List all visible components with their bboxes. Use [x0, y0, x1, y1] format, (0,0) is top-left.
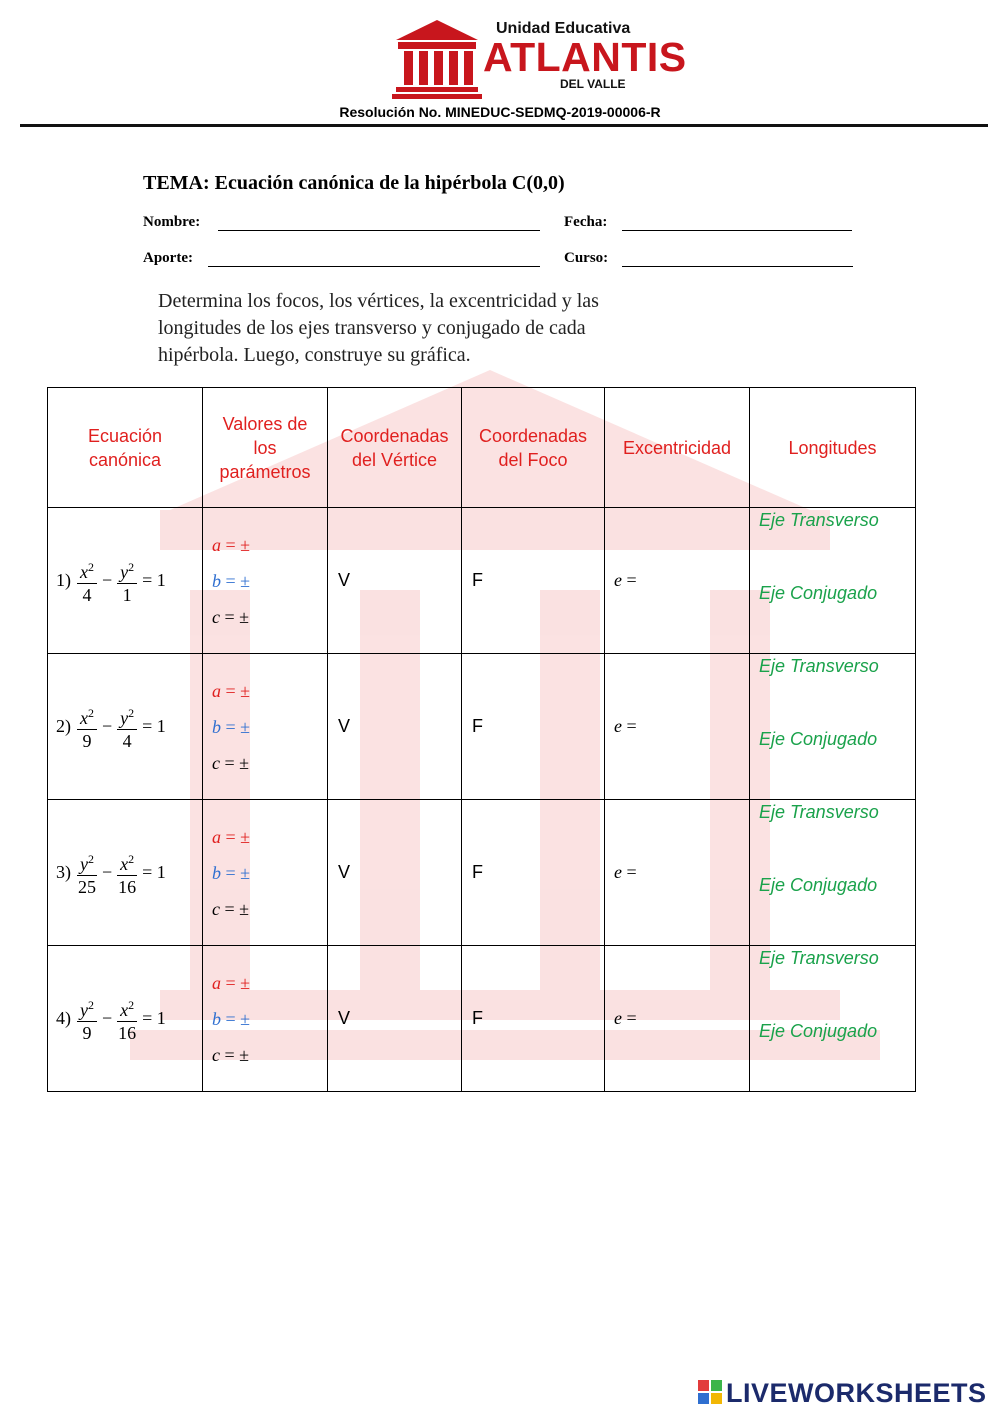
- row-number: 1): [56, 570, 71, 590]
- table-row: [48, 654, 916, 800]
- numerator-var: y: [120, 707, 129, 728]
- focus-cell[interactable]: [462, 946, 605, 1092]
- exponent: 2: [128, 997, 135, 1012]
- param-a-rest: = ±: [221, 972, 251, 993]
- lengths-cell[interactable]: [750, 946, 916, 1092]
- param-a-rest: = ±: [221, 534, 251, 555]
- equation-cell: [48, 508, 203, 654]
- denominator: 1: [122, 584, 132, 605]
- param-b-var: b: [212, 570, 221, 591]
- param-c-var: c: [212, 606, 220, 627]
- lengths-cell[interactable]: [750, 800, 916, 946]
- exponent: 2: [88, 705, 94, 720]
- ecc-var: e: [614, 862, 622, 882]
- equals-one: = 1: [142, 1008, 166, 1028]
- param-b-rest: = ±: [221, 862, 251, 883]
- denominator: 16: [118, 1022, 137, 1043]
- param-a-var: a: [212, 972, 221, 993]
- param-c-var: c: [212, 898, 220, 919]
- aporte-field-line[interactable]: [208, 266, 540, 267]
- header-equation: Ecuación canónica: [48, 388, 203, 508]
- numerator-var: x: [80, 707, 88, 728]
- minus-sign: −: [102, 862, 113, 882]
- name-field-line[interactable]: [218, 230, 540, 231]
- eccentricity-cell[interactable]: [605, 800, 750, 946]
- equals-one: = 1: [142, 862, 166, 882]
- param-a-rest: = ±: [221, 826, 251, 847]
- header-vertex: Coordenadas del Vértice: [328, 388, 462, 508]
- denominator: 25: [78, 876, 96, 897]
- table-row: [48, 800, 916, 946]
- vertex-label: V: [338, 1008, 351, 1028]
- table-row: [48, 508, 916, 654]
- vertex-label: V: [338, 716, 351, 736]
- school-name: ATLANTIS: [483, 34, 687, 80]
- resolution-number: Resolución No. MINEDUC-SEDMQ-2019-00006-R: [339, 104, 661, 120]
- param-b-var: b: [212, 862, 221, 883]
- date-label: Fecha:: [564, 214, 608, 230]
- equation-cell: [48, 946, 203, 1092]
- parameters-cell[interactable]: [203, 654, 328, 800]
- focus-label: F: [472, 1008, 483, 1028]
- name-label: Nombre:: [143, 214, 201, 230]
- vertex-cell[interactable]: [328, 654, 462, 800]
- equals-one: = 1: [142, 716, 166, 736]
- parameters-cell[interactable]: [203, 946, 328, 1092]
- focus-label: F: [472, 716, 483, 736]
- vertex-label: V: [338, 862, 351, 882]
- transverse-axis-label: Eje Transverso: [759, 948, 879, 968]
- ecc-var: e: [614, 570, 622, 590]
- exponent: 2: [128, 851, 135, 866]
- transverse-axis-label: Eje Transverso: [759, 802, 879, 822]
- lengths-cell[interactable]: [750, 654, 916, 800]
- ecc-rest: =: [622, 716, 637, 736]
- table-header-row: [48, 388, 916, 508]
- denominator: 9: [82, 730, 92, 751]
- focus-label: F: [472, 862, 483, 882]
- ecc-var: e: [614, 716, 622, 736]
- header-focus: Coordenadas del Foco: [462, 388, 605, 508]
- param-a-var: a: [212, 680, 221, 701]
- eccentricity-cell[interactable]: [605, 654, 750, 800]
- numerator-var: x: [120, 999, 129, 1020]
- minus-sign: −: [102, 716, 113, 736]
- param-c-rest: = ±: [220, 752, 250, 773]
- param-c-rest: = ±: [220, 606, 250, 627]
- header-divider: [20, 124, 988, 127]
- vertex-cell[interactable]: [328, 800, 462, 946]
- liveworksheets-logo-icon: [698, 1380, 724, 1406]
- param-c-var: c: [212, 1044, 220, 1065]
- page-title: TEMA: Ecuación canónica de la hipérbola C(0,0): [143, 172, 565, 194]
- liveworksheets-brand: LIVEWORKSHEETS: [726, 1378, 987, 1408]
- param-a-var: a: [212, 826, 221, 847]
- school-suffix: DEL VALLE: [560, 77, 626, 91]
- instructions: [158, 288, 658, 369]
- parameters-cell[interactable]: [203, 800, 328, 946]
- exercise-table: [47, 387, 916, 1092]
- eccentricity-cell[interactable]: [605, 508, 750, 654]
- numerator-var: y: [120, 561, 129, 582]
- numerator-var: x: [80, 561, 88, 582]
- denominator: 9: [82, 1022, 92, 1043]
- exponent: 2: [128, 705, 135, 720]
- param-b-var: b: [212, 1008, 221, 1029]
- row-number: 4): [56, 1008, 71, 1028]
- equation-cell: [48, 800, 203, 946]
- instructions-line: Determina los focos, los vértices, la excentricidad y las: [158, 290, 599, 312]
- vertex-cell[interactable]: [328, 508, 462, 654]
- eccentricity-cell[interactable]: [605, 946, 750, 1092]
- param-a-var: a: [212, 534, 221, 555]
- focus-cell[interactable]: [462, 654, 605, 800]
- exponent: 2: [88, 559, 94, 574]
- minus-sign: −: [102, 570, 113, 590]
- denominator: 4: [122, 730, 132, 751]
- focus-cell[interactable]: [462, 800, 605, 946]
- param-c-var: c: [212, 752, 220, 773]
- ecc-rest: =: [622, 1008, 637, 1028]
- param-c-rest: = ±: [220, 898, 250, 919]
- ecc-rest: =: [622, 862, 637, 882]
- lengths-cell[interactable]: [750, 508, 916, 654]
- exponent: 2: [128, 559, 135, 574]
- instructions-line: longitudes de los ejes transverso y conjugado de cada: [158, 317, 586, 339]
- numerator-var: x: [120, 853, 129, 874]
- param-c-rest: = ±: [220, 1044, 250, 1065]
- param-b-rest: = ±: [221, 570, 251, 591]
- denominator: 4: [82, 584, 92, 605]
- row-number: 3): [56, 862, 71, 882]
- equation-cell: [48, 654, 203, 800]
- focus-cell[interactable]: [462, 508, 605, 654]
- date-field-line[interactable]: [622, 230, 852, 231]
- school-prefix: Unidad Educativa: [496, 20, 631, 37]
- school-logo-temple-icon: [392, 18, 482, 100]
- transverse-axis-label: Eje Transverso: [759, 656, 879, 676]
- numerator-var: y: [80, 999, 88, 1020]
- course-field-line[interactable]: [622, 266, 853, 267]
- vertex-cell[interactable]: [328, 946, 462, 1092]
- numerator-var: y: [80, 853, 88, 874]
- ecc-var: e: [614, 1008, 622, 1028]
- course-label: Curso:: [564, 250, 609, 266]
- parameters-cell[interactable]: [203, 508, 328, 654]
- exponent: 2: [88, 851, 94, 866]
- row-number: 2): [56, 716, 71, 736]
- vertex-label: V: [338, 570, 351, 590]
- header-parameters: Valores de los parámetros: [203, 388, 328, 508]
- transverse-axis-label: Eje Transverso: [759, 510, 879, 530]
- instructions-line: hipérbola. Luego, construye su gráfica.: [158, 344, 471, 366]
- conjugate-axis-label: Eje Conjugado: [759, 583, 878, 603]
- header-eccentricity: Excentricidad: [605, 388, 750, 508]
- conjugate-axis-label: Eje Conjugado: [759, 729, 878, 749]
- minus-sign: −: [102, 1008, 113, 1028]
- header-lengths: Longitudes: [750, 388, 916, 508]
- exponent: 2: [88, 997, 94, 1012]
- denominator: 16: [118, 876, 137, 897]
- table-row: [48, 946, 916, 1092]
- focus-label: F: [472, 570, 483, 590]
- aporte-label: Aporte:: [143, 250, 193, 266]
- ecc-rest: =: [622, 570, 637, 590]
- param-a-rest: = ±: [221, 680, 251, 701]
- equals-one: = 1: [142, 570, 166, 590]
- param-b-rest: = ±: [221, 716, 251, 737]
- conjugate-axis-label: Eje Conjugado: [759, 1021, 878, 1041]
- param-b-var: b: [212, 716, 221, 737]
- conjugate-axis-label: Eje Conjugado: [759, 875, 878, 895]
- param-b-rest: = ±: [221, 1008, 251, 1029]
